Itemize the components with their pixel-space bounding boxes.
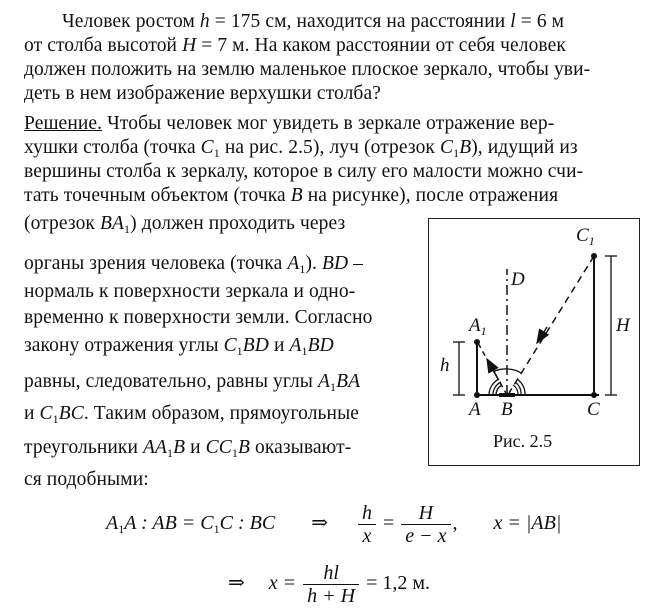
var-BD: BD <box>242 335 269 356</box>
solution-line-4 <box>24 184 558 208</box>
subscript: 1 <box>52 412 59 426</box>
problem-text: Человек ростом <box>62 11 200 32</box>
figure-2-5 <box>428 218 640 466</box>
solution-text: треугольники <box>24 437 144 458</box>
label-D: D <box>511 269 525 290</box>
solution-text: хушки столба (точка <box>24 137 201 158</box>
var-A: A <box>287 253 300 274</box>
eq-text: C : BC <box>219 512 276 535</box>
solution-line-6 <box>24 252 363 276</box>
problem-line-4: деть в нем изображение верхушки столба? <box>24 83 381 104</box>
fraction-hl-over-h-plus-H: $\frac{hl}{h + H}$ <box>303 562 359 607</box>
solution-text: Чтобы человек мог увидеть в зеркале отражение вер- <box>102 113 555 134</box>
solution-text: ). <box>305 253 322 274</box>
var-A: A <box>317 371 330 392</box>
var-B: B <box>290 185 303 206</box>
solution-line-9 <box>24 334 334 358</box>
solution-line-12 <box>24 436 351 460</box>
eq-text: A : AB = C <box>124 512 214 535</box>
implies-arrow: ⇒ <box>311 512 328 535</box>
comma: , <box>452 512 458 535</box>
mirror <box>499 393 515 397</box>
solution-text: (отрезок <box>24 213 100 234</box>
solution-line-10 <box>24 370 360 394</box>
figure-caption: Рис. 2.5 <box>493 431 553 451</box>
solution-text: и <box>268 335 290 356</box>
solution-line-8: временно к поверхности земли. Согласно <box>24 307 373 328</box>
solution-text: оказывают- <box>250 437 352 458</box>
eq-sub: 1 <box>213 522 220 537</box>
solution-text: ), идущий из <box>471 137 578 158</box>
var-BC: BC <box>58 403 84 424</box>
problem-line-2 <box>24 34 566 58</box>
implies-arrow: ⇒ <box>228 572 245 595</box>
solution-line-5 <box>24 212 345 236</box>
equation-2 <box>228 562 430 607</box>
label-h: h <box>440 355 450 376</box>
solution-text: и <box>185 437 206 458</box>
var-C: C <box>223 335 237 356</box>
solution-text: – <box>348 253 364 274</box>
label-H: H <box>616 315 630 336</box>
equation-1 <box>106 502 561 547</box>
solution-label: Решение. <box>24 113 103 134</box>
figure-drawing <box>429 219 641 467</box>
var-AA: AA <box>143 437 168 458</box>
equals-sign: = <box>382 512 395 535</box>
problem-line-1 <box>62 10 564 34</box>
var-C: C <box>439 137 454 158</box>
solution-text: . Таким образом, прямоугольные <box>83 403 360 424</box>
result-value: = 1,2 м. <box>366 572 431 595</box>
solution-text: на рисунке), после отражения <box>302 185 559 206</box>
label-A: A <box>469 399 481 420</box>
label-A1: $A_1$ <box>469 315 487 338</box>
eq-sub: 1 <box>118 522 125 537</box>
x-definition: x = |AB| <box>493 512 562 535</box>
subscript: 1 <box>231 446 238 460</box>
problem-text: = 7 м. На каком расстоянии от себя человек <box>196 35 566 56</box>
solution-text: тать точечным объектом (точка <box>24 185 291 206</box>
solution-text: равны, следовательно, равны углы <box>24 371 318 392</box>
solution-line-1 <box>24 112 554 136</box>
problem-text: от столба высотой <box>24 35 183 56</box>
subscript: 1 <box>330 380 337 394</box>
solution-text: органы зрения человека (точка <box>24 253 288 274</box>
subscript: 1 <box>299 262 306 276</box>
var-BD: BD <box>321 253 349 274</box>
var-BA: BA <box>336 371 361 392</box>
problem-text: = 175 см, находится на расстоянии <box>209 11 511 32</box>
solution-line-2 <box>24 136 578 160</box>
problem-line-3: должен положить на землю маленькое плоское зеркало, чтобы уви- <box>24 59 591 80</box>
solution-text: и <box>24 403 40 424</box>
point-C <box>591 392 597 398</box>
var-B: B <box>173 437 186 458</box>
subscript: 1 <box>236 344 243 358</box>
angle-arc-top-right <box>507 369 521 373</box>
subscript: 1 <box>167 446 174 460</box>
solution-text: ) должен проходить через <box>130 213 346 234</box>
eq-A: A <box>106 512 119 535</box>
label-C: C <box>587 399 600 420</box>
var-A: A <box>289 335 302 356</box>
eq-x: x = <box>268 572 297 595</box>
solution-text: на рис. 2.5), луч (отрезок <box>219 137 440 158</box>
subscript: 1 <box>213 146 220 160</box>
label-B: B <box>501 399 513 420</box>
solution-line-11 <box>24 402 359 426</box>
solution-line-7: нормаль к поверхности зеркала и одно- <box>24 281 356 302</box>
fraction-H-over-e-minus-x: $\frac{H}{e - x}$ <box>401 502 450 547</box>
angle-arc-left <box>489 379 499 395</box>
var-CC: CC <box>205 437 232 458</box>
var-BA: BA <box>99 213 125 234</box>
angle-arc-top-left <box>493 369 507 372</box>
subscript: 1 <box>453 146 460 160</box>
solution-text: закону отражения углы <box>24 335 224 356</box>
subscript: 1 <box>301 344 308 358</box>
subscript: 1 <box>124 222 131 236</box>
var-B: B <box>459 137 472 158</box>
var-l: l <box>510 11 516 32</box>
var-H: H <box>182 35 197 56</box>
var-BD: BD <box>307 335 334 356</box>
var-C: C <box>39 403 53 424</box>
var-h: h <box>199 11 210 32</box>
solution-line-13: ся подобными: <box>24 469 149 490</box>
var-C: C <box>200 137 214 158</box>
solution-line-3: вершины столба к зеркалу, которое в силу его малости можно счи- <box>24 161 584 182</box>
fraction-h-over-x: $\frac{h}{x}$ <box>358 502 376 547</box>
point-A <box>474 392 480 398</box>
problem-text: = 6 м <box>515 11 565 32</box>
var-B: B <box>238 437 251 458</box>
label-C1: $C_1$ <box>576 225 595 248</box>
